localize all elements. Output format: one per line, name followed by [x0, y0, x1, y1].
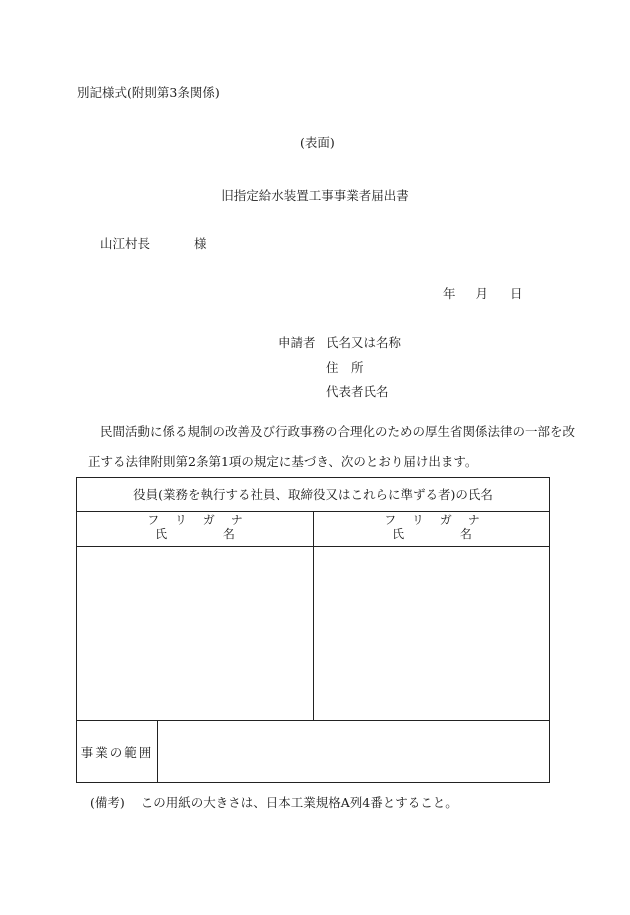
applicant-name-field: 氏名又は名称 — [326, 335, 402, 350]
officers-column-header-right — [314, 513, 550, 541]
furigana-label: フリガナ — [384, 513, 496, 527]
date-month: 月 — [475, 286, 489, 301]
applicant-label: 申請者 — [278, 335, 316, 350]
applicant-address-field: 住 所 — [326, 360, 364, 375]
furigana-label: フリガナ — [147, 513, 259, 527]
date-year: 年 — [443, 286, 456, 301]
side-label: (表面) — [300, 135, 335, 150]
body-text-line-1: 民間活動に係る規制の改善及び行政事務の合理化のための厚生省関係法律の一部を改 — [100, 424, 576, 439]
addressee-honorific: 様 — [194, 236, 207, 251]
date-line — [443, 284, 523, 302]
officers-column-header-left — [77, 513, 313, 541]
business-scope-row — [76, 720, 550, 783]
addressee-name: 山江村長 — [100, 236, 151, 251]
officers-table-title: 役員(業務を執行する社員、取締役又はこれらに準ずる者)の氏名 — [77, 478, 549, 512]
officers-table — [76, 477, 550, 721]
name-label: 氏 名 — [155, 527, 235, 541]
note-label: (備考) — [90, 795, 125, 810]
document-title: 旧指定給水装置工事事業者届出書 — [221, 188, 409, 203]
note — [90, 793, 458, 811]
applicant-representative-field: 代表者氏名 — [326, 384, 389, 399]
column-divider — [313, 511, 314, 720]
note-text: この用紙の大きさは、日本工業規格A列4番とすること。 — [140, 795, 458, 810]
addressee — [100, 234, 207, 252]
name-label: 氏 名 — [392, 527, 472, 541]
form-label: 別記様式(附則第3条関係) — [77, 85, 220, 100]
date-day: 日 — [510, 286, 523, 301]
business-scope-label: 事業の範囲 — [77, 721, 158, 782]
body-text-line-2: 正する法律附則第2条第1項の規定に基づき、次のとおり届け出ます。 — [88, 454, 478, 469]
